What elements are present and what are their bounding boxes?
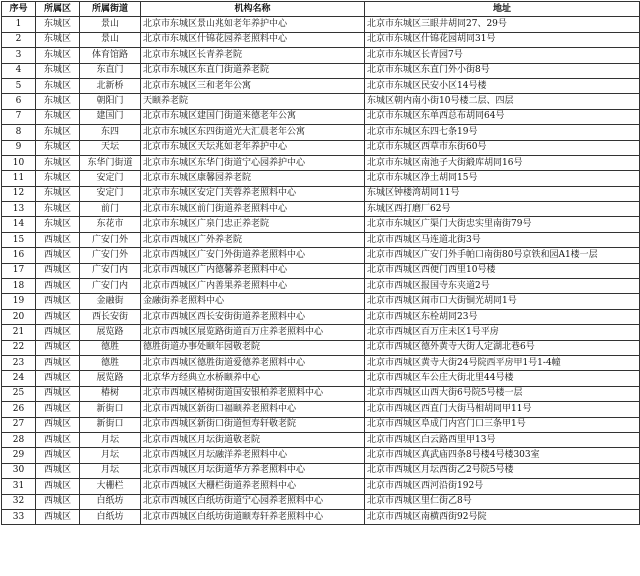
cell-index: 5 [2, 78, 36, 93]
cell-address: 北京市东城区东直门外小街8号 [365, 63, 640, 78]
table-row [2, 417, 640, 432]
cell-index: 22 [2, 340, 36, 355]
table-row [2, 217, 640, 232]
cell-street: 西长安街 [80, 309, 141, 324]
table-row [2, 48, 640, 63]
cell-index: 21 [2, 325, 36, 340]
cell-address: 北京市东城区广渠门大街忠实里南街79号 [365, 217, 640, 232]
table-row [2, 202, 640, 217]
cell-facility-name: 北京市东城区东直门街道养老院 [141, 63, 365, 78]
table-row [2, 17, 640, 32]
cell-district: 西城区 [36, 402, 80, 417]
cell-address: 北京市西城区黄寺大街24号院西平房甲1号1-4幢 [365, 355, 640, 370]
cell-address: 北京市西城区马连道北街3号 [365, 232, 640, 247]
cell-index: 7 [2, 109, 36, 124]
cell-facility-name: 天颐养老院 [141, 94, 365, 109]
cell-index: 24 [2, 371, 36, 386]
table-row [2, 279, 640, 294]
cell-address: 北京市东城区民安小区14号楼 [365, 78, 640, 93]
cell-district: 西城区 [36, 340, 80, 355]
cell-facility-name: 北京市西城区新街口福颐养老照料中心 [141, 402, 365, 417]
table-row [2, 94, 640, 109]
cell-facility-name: 北京市西城区月坛街道华方养老照料中心 [141, 463, 365, 478]
cell-index: 3 [2, 48, 36, 63]
cell-index: 23 [2, 355, 36, 370]
table-row [2, 32, 640, 47]
cell-street: 体育馆路 [80, 48, 141, 63]
table-row [2, 509, 640, 524]
table-row [2, 432, 640, 447]
cell-facility-name: 北京市东城区东四街道光大汇晨老年公寓 [141, 125, 365, 140]
cell-facility-name: 北京市东城区东华门街道宁心园养护中心 [141, 155, 365, 170]
table-row [2, 479, 640, 494]
cell-address: 北京市西城区山西大街6号院5号楼一层 [365, 386, 640, 401]
cell-address: 北京市东城区三眼井胡同27、29号 [365, 17, 640, 32]
cell-street: 广安门内 [80, 263, 141, 278]
cell-index: 1 [2, 17, 36, 32]
cell-street: 天坛 [80, 140, 141, 155]
cell-index: 13 [2, 202, 36, 217]
cell-street: 朝阳门 [80, 94, 141, 109]
cell-street: 大栅栏 [80, 479, 141, 494]
cell-index: 16 [2, 248, 36, 263]
cell-address: 北京市西城区里仁街乙8号 [365, 494, 640, 509]
cell-district: 西城区 [36, 432, 80, 447]
cell-address: 北京市西城区车公庄大街北里44号楼 [365, 371, 640, 386]
cell-district: 东城区 [36, 78, 80, 93]
cell-district: 西城区 [36, 417, 80, 432]
cell-facility-name: 北京市东城区什锦花园养老照料中心 [141, 32, 365, 47]
cell-index: 14 [2, 217, 36, 232]
cell-district: 西城区 [36, 279, 80, 294]
cell-facility-name: 北京市西城区广内善果养老照料中心 [141, 279, 365, 294]
cell-address: 北京市西城区月坛西街乙2号院5号楼 [365, 463, 640, 478]
table-row [2, 355, 640, 370]
table-row [2, 125, 640, 140]
table-row [2, 263, 640, 278]
cell-address: 东城区西打磨厂62号 [365, 202, 640, 217]
table-row [2, 340, 640, 355]
table-row [2, 402, 640, 417]
cell-street: 展览路 [80, 371, 141, 386]
table-row [2, 371, 640, 386]
cell-index: 6 [2, 94, 36, 109]
cell-index: 20 [2, 309, 36, 324]
cell-street: 安定门 [80, 186, 141, 201]
header-street: 所属街道 [80, 2, 141, 17]
cell-street: 白纸坊 [80, 509, 141, 524]
cell-address: 北京市西城区西直门大街马相胡同甲11号 [365, 402, 640, 417]
cell-street: 月坛 [80, 448, 141, 463]
cell-street: 德胜 [80, 355, 141, 370]
cell-index: 10 [2, 155, 36, 170]
cell-address: 北京市东城区南池子大街緞库胡同16号 [365, 155, 640, 170]
cell-index: 9 [2, 140, 36, 155]
table-row [2, 78, 640, 93]
table-body [2, 17, 640, 525]
cell-facility-name: 北京市东城区景山兆如老年养护中心 [141, 17, 365, 32]
cell-facility-name: 北京市西城区展览路街道百万庄养老照料中心 [141, 325, 365, 340]
cell-facility-name: 北京市东城区广泉门忠正养老院 [141, 217, 365, 232]
cell-street: 德胜 [80, 340, 141, 355]
cell-address: 北京市西城区阜成门内宫门口三条甲1号 [365, 417, 640, 432]
cell-street: 月坛 [80, 463, 141, 478]
cell-district: 东城区 [36, 217, 80, 232]
table-row [2, 386, 640, 401]
cell-index: 33 [2, 509, 36, 524]
cell-address: 北京市西城区真武庙四条8号楼4号楼303室 [365, 448, 640, 463]
table-row [2, 109, 640, 124]
table-row [2, 325, 640, 340]
cell-address: 北京市西城区广安门外手帕口南街80号京铁和园A1楼一层 [365, 248, 640, 263]
cell-district: 东城区 [36, 94, 80, 109]
cell-address: 北京市东城区净土胡同15号 [365, 171, 640, 186]
cell-index: 25 [2, 386, 36, 401]
cell-facility-name: 北京市西城区白纸坊街道宁心园养老照料中心 [141, 494, 365, 509]
cell-address: 北京市东城区东单西总布胡同64号 [365, 109, 640, 124]
cell-address: 东城区朝内南小街10号楼二层、四层 [365, 94, 640, 109]
cell-district: 东城区 [36, 17, 80, 32]
cell-index: 32 [2, 494, 36, 509]
cell-facility-name: 北京市西城区广外养老院 [141, 232, 365, 247]
cell-district: 东城区 [36, 32, 80, 47]
cell-facility-name: 金融街养老照料中心 [141, 294, 365, 309]
cell-street: 北新桥 [80, 78, 141, 93]
cell-facility-name: 北京市东城区建国门街道来德老年公寓 [141, 109, 365, 124]
cell-address: 北京市东城区东四七条19号 [365, 125, 640, 140]
cell-district: 西城区 [36, 448, 80, 463]
header-facility-name: 机构名称 [141, 2, 365, 17]
cell-facility-name: 北京市西城区白纸坊街道颐寿轩养老照料中心 [141, 509, 365, 524]
cell-district: 西城区 [36, 509, 80, 524]
cell-district: 西城区 [36, 463, 80, 478]
cell-street: 前门 [80, 202, 141, 217]
table-row [2, 248, 640, 263]
cell-address: 北京市西城区东栓胡同23号 [365, 309, 640, 324]
cell-index: 2 [2, 32, 36, 47]
cell-address: 北京市东城区什锦花园胡同31号 [365, 32, 640, 47]
cell-district: 西城区 [36, 479, 80, 494]
cell-index: 18 [2, 279, 36, 294]
cell-district: 西城区 [36, 309, 80, 324]
cell-facility-name: 北京市西城区德胜街道爱德养老照料中心 [141, 355, 365, 370]
cell-facility-name: 北京市西城区西长安街街道养老照料中心 [141, 309, 365, 324]
cell-index: 31 [2, 479, 36, 494]
cell-index: 26 [2, 402, 36, 417]
cell-address: 北京市西城区白云路西里甲13号 [365, 432, 640, 447]
cell-street: 金融街 [80, 294, 141, 309]
cell-street: 东直门 [80, 63, 141, 78]
cell-address: 北京市西城区百万庄未区1号平房 [365, 325, 640, 340]
table-row [2, 155, 640, 170]
cell-district: 西城区 [36, 494, 80, 509]
cell-district: 东城区 [36, 48, 80, 63]
cell-facility-name: 德胜街道办事处颐年园敬老院 [141, 340, 365, 355]
cell-district: 西城区 [36, 294, 80, 309]
cell-district: 东城区 [36, 63, 80, 78]
cell-address: 北京市东城区西草市东街60号 [365, 140, 640, 155]
cell-facility-name: 北京市西城区广内德馨养老照料中心 [141, 263, 365, 278]
cell-index: 27 [2, 417, 36, 432]
cell-index: 4 [2, 63, 36, 78]
cell-facility-name: 北京华方经典立水桥颐养中心 [141, 371, 365, 386]
table-row [2, 186, 640, 201]
cell-facility-name: 北京市东城区康馨园养老院 [141, 171, 365, 186]
cell-street: 椿树 [80, 386, 141, 401]
cell-facility-name: 北京市东城区安定门芙蓉养老照料中心 [141, 186, 365, 201]
header-address: 地址 [365, 2, 640, 17]
cell-district: 西城区 [36, 248, 80, 263]
cell-address: 北京市西城区闹市口大街铜光胡同1号 [365, 294, 640, 309]
cell-index: 15 [2, 232, 36, 247]
cell-address: 东城区钟楼湾胡同11号 [365, 186, 640, 201]
cell-index: 29 [2, 448, 36, 463]
cell-district: 西城区 [36, 355, 80, 370]
cell-district: 东城区 [36, 155, 80, 170]
care-facility-table [1, 1, 640, 525]
cell-street: 新街口 [80, 417, 141, 432]
cell-facility-name: 北京市西城区大栅栏街道养老照料中心 [141, 479, 365, 494]
header-district: 所属区 [36, 2, 80, 17]
cell-facility-name: 北京市东城区前门街道养老照料中心 [141, 202, 365, 217]
cell-facility-name: 北京市西城区月坛街道敬老院 [141, 432, 365, 447]
cell-address: 北京市西城区德外黄寺大街人定湖北巷6号 [365, 340, 640, 355]
cell-district: 西城区 [36, 325, 80, 340]
cell-facility-name: 北京市西城区椿树街道国安银柏养老照料中心 [141, 386, 365, 401]
cell-street: 月坛 [80, 432, 141, 447]
cell-street: 东四 [80, 125, 141, 140]
cell-street: 广安门外 [80, 248, 141, 263]
cell-street: 广安门内 [80, 279, 141, 294]
table-header-row [2, 2, 640, 17]
cell-street: 新街口 [80, 402, 141, 417]
cell-facility-name: 北京市西城区广安门外街道养老照料中心 [141, 248, 365, 263]
cell-facility-name: 北京市东城区长青养老院 [141, 48, 365, 63]
cell-district: 东城区 [36, 140, 80, 155]
cell-facility-name: 北京市东城区天坛兆如老年养护中心 [141, 140, 365, 155]
cell-district: 西城区 [36, 263, 80, 278]
cell-street: 白纸坊 [80, 494, 141, 509]
header-index: 序号 [2, 2, 36, 17]
table-row [2, 494, 640, 509]
table-row [2, 171, 640, 186]
table-row [2, 63, 640, 78]
cell-facility-name: 北京市东城区三和老年公寓 [141, 78, 365, 93]
cell-district: 西城区 [36, 232, 80, 247]
cell-address: 北京市西城区报国寺东夹道2号 [365, 279, 640, 294]
cell-district: 西城区 [36, 386, 80, 401]
cell-address: 北京市西城区西便门西里10号楼 [365, 263, 640, 278]
cell-district: 东城区 [36, 202, 80, 217]
cell-street: 展览路 [80, 325, 141, 340]
cell-facility-name: 北京市西城区新街口街道恒寿轩敬老院 [141, 417, 365, 432]
cell-district: 东城区 [36, 125, 80, 140]
table-row [2, 232, 640, 247]
cell-index: 11 [2, 171, 36, 186]
cell-index: 30 [2, 463, 36, 478]
cell-index: 8 [2, 125, 36, 140]
table-row [2, 448, 640, 463]
cell-street: 建国门 [80, 109, 141, 124]
cell-street: 景山 [80, 32, 141, 47]
cell-street: 景山 [80, 17, 141, 32]
cell-index: 17 [2, 263, 36, 278]
cell-district: 东城区 [36, 171, 80, 186]
cell-index: 19 [2, 294, 36, 309]
cell-address: 北京市西城区南横西街92号院 [365, 509, 640, 524]
table-row [2, 309, 640, 324]
cell-district: 东城区 [36, 186, 80, 201]
cell-street: 东花市 [80, 217, 141, 232]
table-row [2, 294, 640, 309]
table-row [2, 463, 640, 478]
cell-facility-name: 北京市西城区月坛融洋养老照料中心 [141, 448, 365, 463]
table-row [2, 140, 640, 155]
cell-district: 东城区 [36, 109, 80, 124]
cell-street: 安定门 [80, 171, 141, 186]
cell-index: 28 [2, 432, 36, 447]
cell-street: 东华门街道 [80, 155, 141, 170]
cell-district: 西城区 [36, 371, 80, 386]
cell-street: 广安门外 [80, 232, 141, 247]
cell-address: 北京市西城区西河沿街192号 [365, 479, 640, 494]
cell-index: 12 [2, 186, 36, 201]
cell-address: 北京市东城区长青园7号 [365, 48, 640, 63]
